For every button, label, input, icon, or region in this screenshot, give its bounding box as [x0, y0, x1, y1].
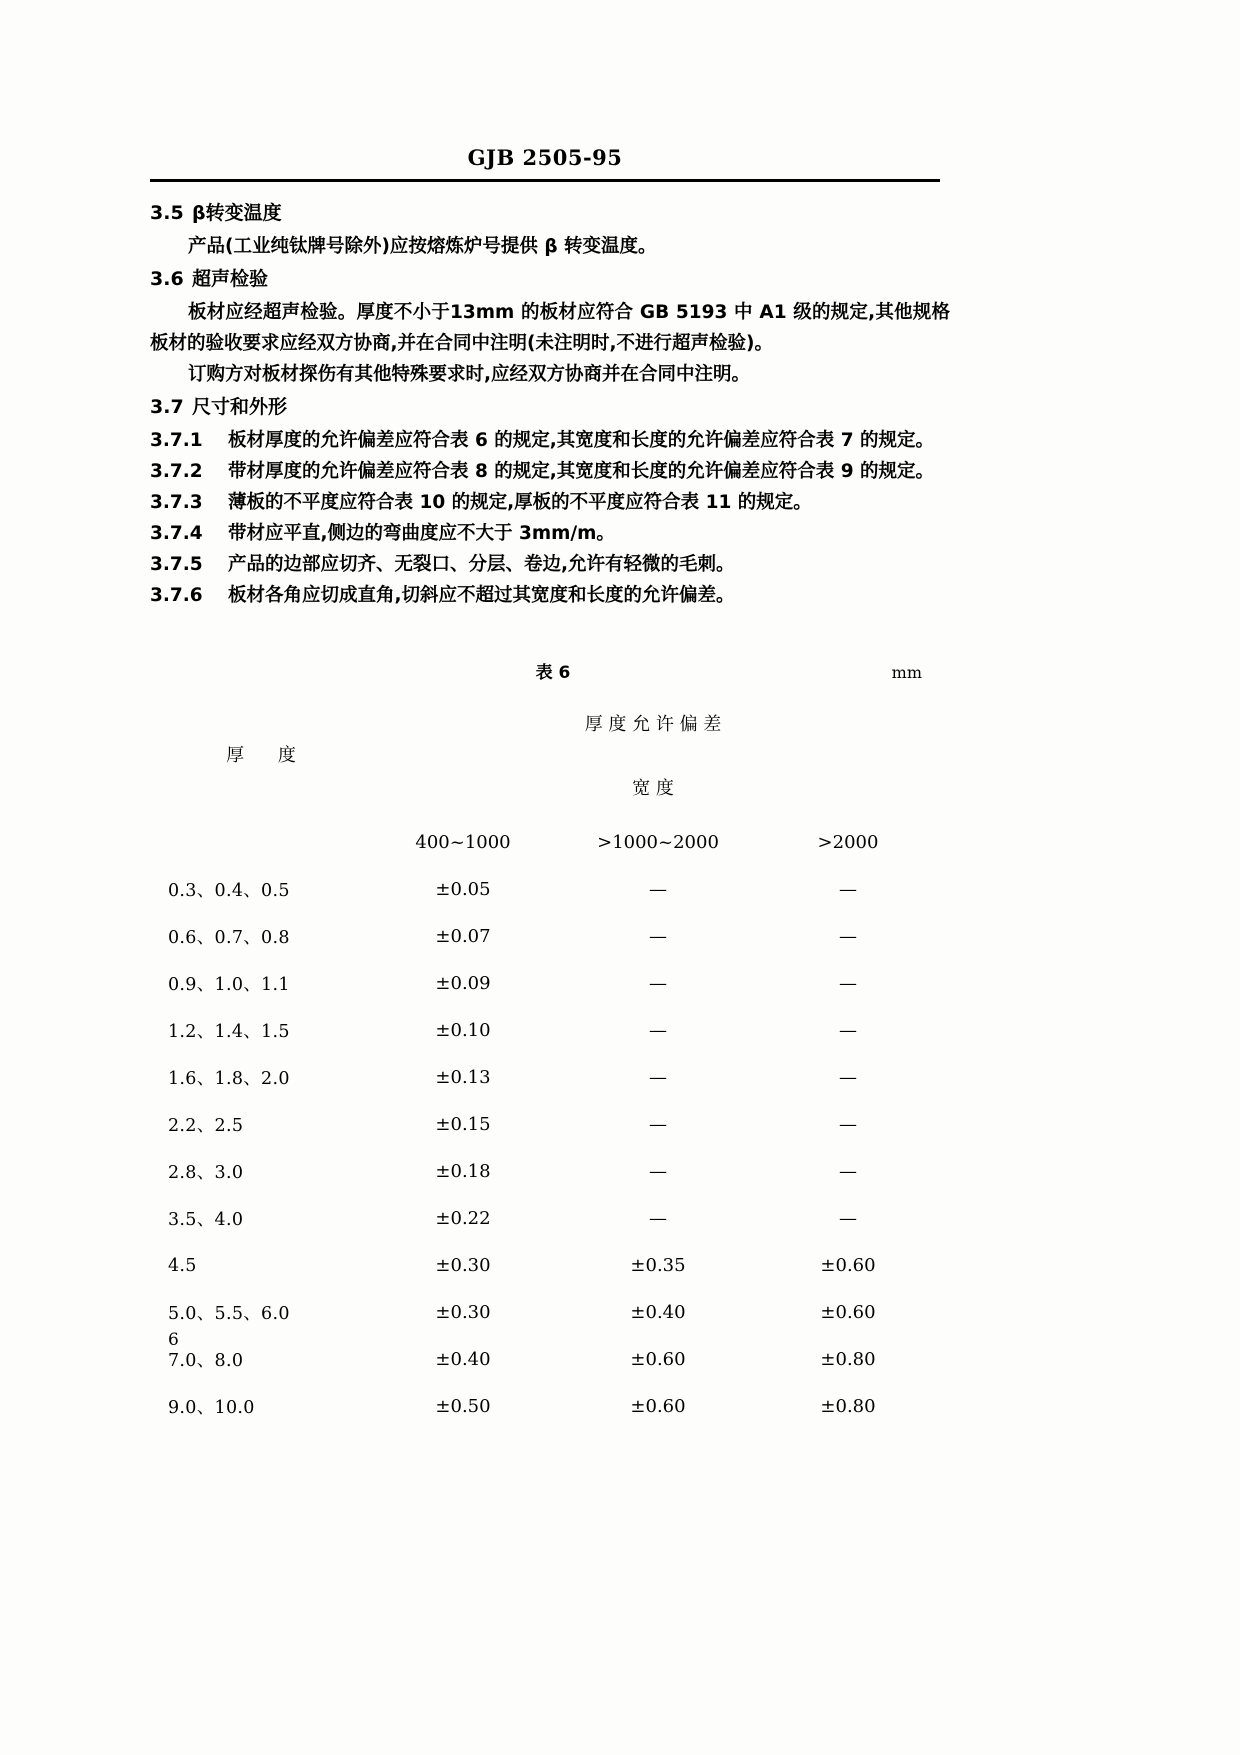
cell-tol-over-2000: —	[839, 973, 857, 994]
cell-tol-1000-2000: ±0.60	[630, 1396, 686, 1417]
table-unit-label: mm	[891, 663, 922, 682]
cell-tol-1000-2000: ±0.35	[630, 1255, 686, 1276]
table-row	[168, 866, 938, 913]
table-caption-row	[168, 660, 938, 690]
cell-tol-1000-2000: —	[649, 1020, 667, 1041]
section-number-3-6: 3.6	[150, 268, 184, 290]
table-row	[168, 1007, 938, 1054]
column-header-over-2000: >2000	[817, 831, 879, 853]
cell-tol-400-1000: ±0.07	[435, 926, 491, 947]
cell-tol-1000-2000: —	[649, 973, 667, 994]
thickness-tolerance-table	[168, 690, 938, 1430]
section-heading-3-6	[150, 262, 950, 296]
cell-tol-1000-2000: —	[649, 1161, 667, 1182]
table-row	[168, 960, 938, 1007]
cell-tol-400-1000: ±0.15	[435, 1114, 491, 1135]
clause-number-3-7-5: 3.7.5	[150, 554, 203, 575]
document-header	[150, 145, 940, 170]
header-subgroup-width: 宽 度	[632, 778, 674, 799]
clause-3-7-5	[150, 549, 950, 580]
cell-tol-over-2000: —	[839, 879, 857, 900]
cell-tol-over-2000: —	[839, 1208, 857, 1229]
clause-number-3-7-2: 3.7.2	[150, 461, 203, 482]
document-body	[150, 196, 950, 611]
cell-tol-400-1000: ±0.13	[435, 1067, 491, 1088]
cell-tol-400-1000: ±0.22	[435, 1208, 491, 1229]
cell-tol-over-2000: —	[839, 1114, 857, 1135]
clause-number-3-7-1: 3.7.1	[150, 430, 203, 451]
column-header-400-1000: 400~1000	[415, 831, 511, 853]
page-number: 6	[168, 1330, 179, 1350]
table-header-group-row	[168, 690, 938, 756]
section-number-3-5: 3.5	[150, 202, 184, 224]
cell-tol-1000-2000: —	[649, 879, 667, 900]
cell-thickness: 1.6、1.8、2.0	[168, 1069, 290, 1089]
header-rule-divider	[150, 179, 940, 182]
row-header-thickness-cell	[168, 690, 368, 818]
clause-3-7-1	[150, 425, 950, 456]
cell-thickness: 3.5、4.0	[168, 1210, 244, 1230]
cell-tol-over-2000: —	[839, 926, 857, 947]
section-number-3-7: 3.7	[150, 396, 184, 418]
cell-tol-over-2000: —	[839, 1161, 857, 1182]
section-title-3-7: 尺寸和外形	[192, 396, 288, 418]
section-3-6-paragraph-1: 板材应经超声检验。厚度不小于13mm 的板材应符合 GB 5193 中 A1 级的规定,其他规格板材的验收要求应经双方协商,并在合同中注明(未注明时,不进行超声检验)。	[150, 302, 950, 354]
table-row	[168, 1242, 938, 1289]
table-row	[168, 1054, 938, 1101]
cell-thickness: 5.0、5.5、6.0	[168, 1304, 290, 1324]
clause-3-7-6	[150, 580, 950, 611]
clause-text-3-7-3: 薄板的不平度应符合表 10 的规定,厚板的不平度应符合表 11 的规定。	[228, 492, 812, 513]
clause-number-3-7-3: 3.7.3	[150, 492, 203, 513]
table-row	[168, 1289, 938, 1336]
cell-thickness: 9.0、10.0	[168, 1398, 255, 1418]
cell-thickness: 2.8、3.0	[168, 1163, 244, 1183]
clause-number-3-7-4: 3.7.4	[150, 523, 203, 544]
table-row	[168, 1101, 938, 1148]
cell-tol-1000-2000: —	[649, 1208, 667, 1229]
cell-tol-over-2000: —	[839, 1067, 857, 1088]
cell-tol-400-1000: ±0.10	[435, 1020, 491, 1041]
cell-tol-400-1000: ±0.50	[435, 1396, 491, 1417]
cell-tol-400-1000: ±0.09	[435, 973, 491, 994]
clause-number-3-7-6: 3.7.6	[150, 585, 203, 606]
cell-tol-over-2000: ±0.80	[820, 1349, 876, 1370]
cell-thickness: 1.2、1.4、1.5	[168, 1022, 290, 1042]
clause-3-7-2	[150, 456, 950, 487]
standard-code: GJB 2505-95	[467, 145, 623, 170]
column-header-spacer	[168, 818, 368, 866]
section-3-5-paragraph-1: 产品(工业纯钛牌号除外)应按熔炼炉号提供 β 转变温度。	[188, 236, 657, 257]
table-6-container	[168, 660, 938, 1430]
section-3-6-paragraph-2: 订购方对板材探伤有其他特殊要求时,应经双方协商并在合同中注明。	[188, 364, 751, 385]
clause-text-3-7-6: 板材各角应切成直角,切斜应不超过其宽度和长度的允许偏差。	[228, 585, 735, 606]
column-header-1000-2000: >1000~2000	[597, 831, 719, 853]
cell-thickness: 0.6、0.7、0.8	[168, 928, 290, 948]
cell-tol-over-2000: —	[839, 1020, 857, 1041]
cell-tol-400-1000: ±0.05	[435, 879, 491, 900]
table-body	[168, 690, 938, 1430]
cell-thickness: 0.9、1.0、1.1	[168, 975, 290, 995]
clause-3-7-3	[150, 487, 950, 518]
cell-tol-400-1000: ±0.30	[435, 1302, 491, 1323]
header-group-tolerance: 厚 度 允 许 偏 差	[584, 714, 722, 735]
cell-tol-1000-2000: —	[649, 1067, 667, 1088]
table-row	[168, 1195, 938, 1242]
cell-thickness: 0.3、0.4、0.5	[168, 881, 290, 901]
row-header-thickness-label: 厚 度	[226, 745, 310, 766]
cell-thickness: 2.2、2.5	[168, 1116, 244, 1136]
clause-text-3-7-5: 产品的边部应切齐、无裂口、分层、卷边,允许有轻微的毛刺。	[228, 554, 735, 575]
clause-text-3-7-4: 带材应平直,侧边的弯曲度应不大于 3mm/m。	[228, 523, 615, 544]
section-title-3-6: 超声检验	[192, 268, 269, 290]
table-row	[168, 913, 938, 960]
section-title-3-5: β转变温度	[192, 202, 282, 224]
clause-text-3-7-2: 带材厚度的允许偏差应符合表 8 的规定,其宽度和长度的允许偏差应符合表 9 的规定。	[228, 461, 935, 482]
cell-tol-1000-2000: —	[649, 1114, 667, 1135]
table-row	[168, 1383, 938, 1430]
section-heading-3-5	[150, 196, 950, 230]
cell-thickness: 7.0、8.0	[168, 1351, 244, 1371]
table-row	[168, 1148, 938, 1195]
table-caption: 表 6	[535, 663, 571, 683]
clause-3-7-4	[150, 518, 950, 549]
section-heading-3-7	[150, 390, 950, 424]
table-row	[168, 1336, 938, 1383]
cell-tol-400-1000: ±0.40	[435, 1349, 491, 1370]
cell-tol-over-2000: ±0.60	[820, 1255, 876, 1276]
table-column-header-row	[168, 818, 938, 866]
cell-tol-1000-2000: ±0.40	[630, 1302, 686, 1323]
cell-tol-400-1000: ±0.18	[435, 1161, 491, 1182]
cell-tol-over-2000: ±0.60	[820, 1302, 876, 1323]
cell-thickness: 4.5	[168, 1255, 197, 1276]
cell-tol-over-2000: ±0.80	[820, 1396, 876, 1417]
cell-tol-1000-2000: —	[649, 926, 667, 947]
clause-text-3-7-1: 板材厚度的允许偏差应符合表 6 的规定,其宽度和长度的允许偏差应符合表 7 的规定。	[228, 430, 935, 451]
cell-tol-1000-2000: ±0.60	[630, 1349, 686, 1370]
cell-tol-400-1000: ±0.30	[435, 1255, 491, 1276]
